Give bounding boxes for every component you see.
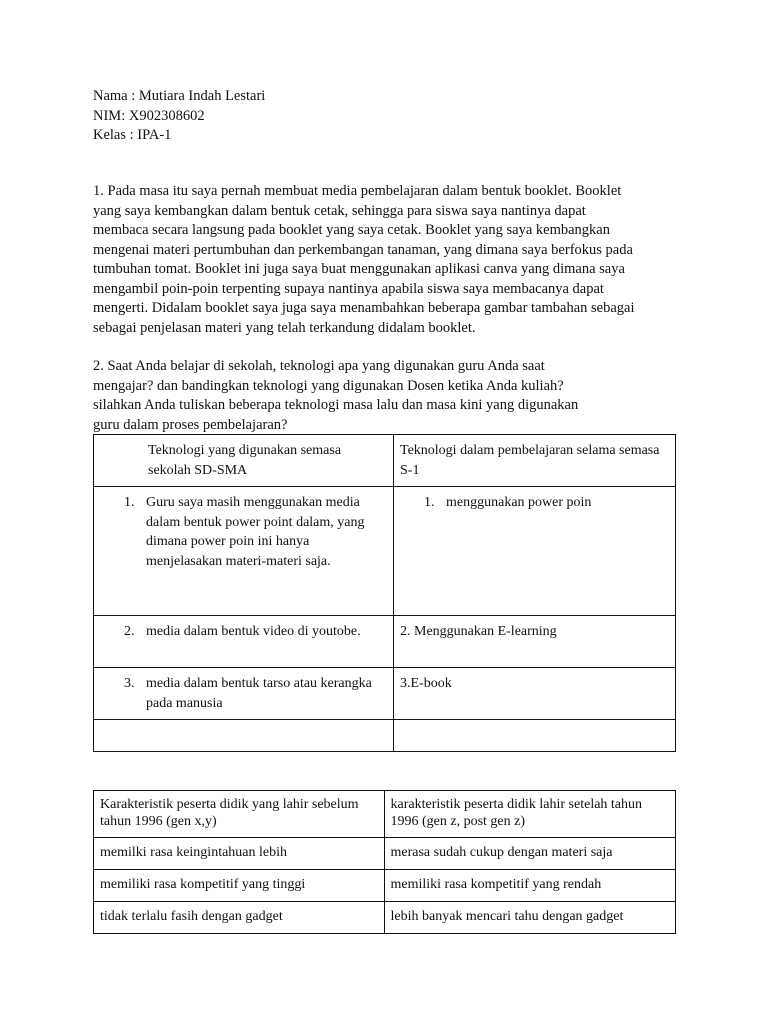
list-text: menggunakan power poin bbox=[446, 495, 592, 510]
table-cell bbox=[94, 487, 394, 616]
table-cell bbox=[94, 616, 394, 668]
question-2-line: silahkan Anda tuliskan beberapa teknologi masa lalu dan masa kini yang digunakan bbox=[93, 397, 579, 413]
table-cell bbox=[94, 668, 394, 720]
answer-1-line: mengerti. Didalam booklet saya juga saya menambahkan beberapa gambar tambahan sebagai bbox=[93, 300, 635, 316]
table-row bbox=[94, 487, 676, 616]
table-cell-empty bbox=[394, 720, 676, 752]
table-cell: 3.E-book bbox=[394, 668, 676, 720]
table-cell: merasa sudah cukup dengan materi saja bbox=[384, 838, 676, 870]
table-cell: memilki rasa keingintahuan lebih bbox=[94, 838, 385, 870]
table-cell: memiliki rasa kompetitif yang rendah bbox=[384, 870, 676, 902]
answer-1-paragraph bbox=[93, 182, 683, 338]
table-header-cell: Karakteristik peserta didik yang lahir sebelum tahun 1996 (gen x,y) bbox=[94, 791, 385, 838]
question-2-line: 2. Saat Anda belajar di sekolah, teknologi apa yang digunakan guru Anda saat bbox=[93, 358, 545, 374]
table-header-row bbox=[94, 791, 676, 838]
list-text: media dalam bentuk video di youtobe. bbox=[146, 624, 361, 639]
list-number: 1. bbox=[124, 495, 135, 510]
table-header-cell: karakteristik peserta didik lahir setelah tahun 1996 (gen z, post gen z) bbox=[384, 791, 676, 838]
question-2-paragraph bbox=[93, 357, 683, 435]
list-text: Guru saya masih menggunakan media dalam bentuk power point dalam, yang dimana power poin ini hanya menjelasakan materi-materi saja. bbox=[146, 495, 365, 569]
answer-1-line: 1. Pada masa itu saya pernah membuat media pembelajaran dalam bentuk booklet. Booklet bbox=[93, 183, 622, 199]
answer-1-line: mengambil poin-poin terpenting supaya nantinya apabila siswa saya membacanya dapat bbox=[93, 280, 604, 297]
answer-1-line: mengenai materi pertumbuhan dan perkembangan tanaman, yang dimana saya berfokus pada bbox=[93, 241, 633, 258]
list-number: 2. bbox=[124, 624, 135, 639]
table-cell: 2. Menggunakan E-learning bbox=[394, 616, 676, 668]
question-2-line: guru dalam proses pembelajaran? bbox=[93, 416, 288, 433]
table-row bbox=[94, 668, 676, 720]
table-cell bbox=[394, 487, 676, 616]
table-cell: memiliki rasa kompetitif yang tinggi bbox=[94, 870, 385, 902]
table-cell-empty bbox=[94, 720, 394, 752]
student-characteristics-table bbox=[93, 790, 676, 934]
table-row-empty bbox=[94, 720, 676, 752]
table-header-cell: Teknologi dalam pembelajaran selama semasa S-1 bbox=[394, 435, 676, 487]
table-header-row bbox=[94, 435, 676, 487]
table-cell: tidak terlalu fasih dengan gadget bbox=[94, 902, 385, 934]
student-class: Kelas : IPA-1 bbox=[93, 127, 172, 143]
answer-1-line: sebagai penjelasan materi yang telah terkandung didalam booklet. bbox=[93, 319, 476, 336]
table-row bbox=[94, 870, 676, 902]
table-header-cell: Teknologi yang digunakan semasa sekolah SD-SMA bbox=[94, 435, 394, 487]
answer-1-line: yang saya kembangkan dalam bentuk cetak, sehingga para siswa saya nantinya dapat bbox=[93, 202, 586, 219]
student-name: Nama : Mutiara Indah Lestari bbox=[93, 88, 266, 104]
answer-1-line: tumbuhan tomat. Booklet ini juga saya buat menggunakan aplikasi canva yang dimana saya bbox=[93, 261, 625, 277]
list-text: media dalam bentuk tarso atau kerangka pada manusia bbox=[146, 676, 372, 711]
answer-1-line: membaca secara langsung pada booklet yang saya cetak. Booklet yang saya kembangkan bbox=[93, 222, 610, 238]
student-info bbox=[93, 87, 265, 146]
list-number: 3. bbox=[124, 676, 135, 691]
technology-comparison-table bbox=[93, 434, 676, 752]
table-row bbox=[94, 616, 676, 668]
list-number: 1. bbox=[424, 495, 435, 510]
table-cell: lebih banyak mencari tahu dengan gadget bbox=[384, 902, 676, 934]
table-row bbox=[94, 838, 676, 870]
table-row bbox=[94, 902, 676, 934]
question-2-line: mengajar? dan bandingkan teknologi yang digunakan Dosen ketika Anda kuliah? bbox=[93, 377, 564, 394]
student-nim: NIM: X902308602 bbox=[93, 107, 205, 124]
